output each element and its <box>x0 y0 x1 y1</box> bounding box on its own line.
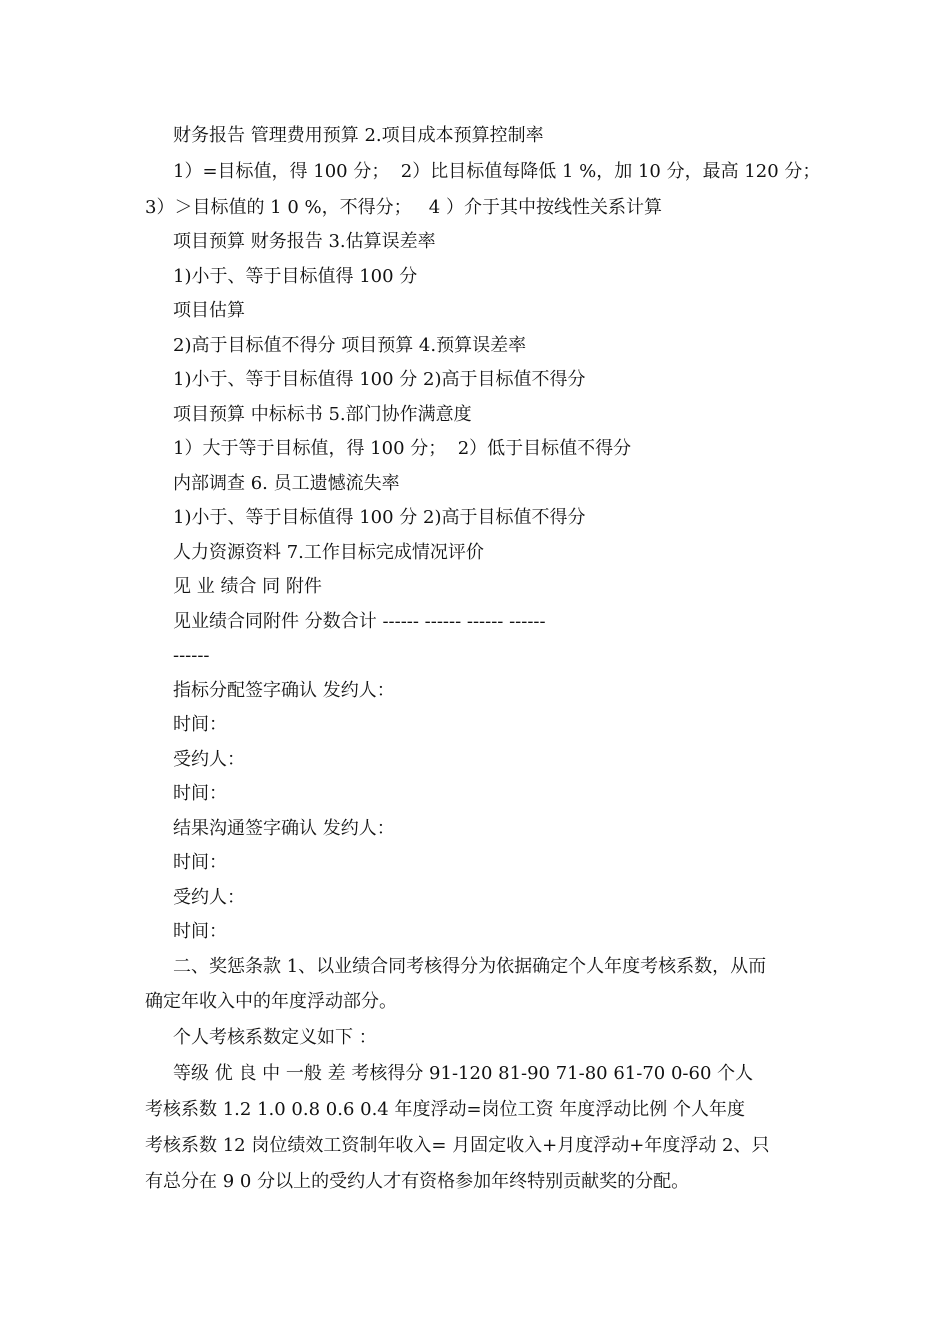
text-line-31: 有总分在 9 0 分以上的受约人才有资格参加年终特别贡献奖的分配。 <box>145 1171 690 1192</box>
text-line-18: 时间： <box>173 714 227 735</box>
text-line-26: 确定年收入中的年度浮动部分。 <box>145 991 397 1012</box>
text-line-1: 财务报告 管理费用预算 2.项目成本预算控制率 <box>173 125 544 146</box>
text-line-23: 受约人： <box>173 887 245 908</box>
text-line-19: 受约人： <box>173 749 245 770</box>
text-line-7: 2)高于目标值不得分 项目预算 4.预算误差率 <box>173 335 527 356</box>
text-line-15: 见业绩合同附件 分数合计 ------ ------ ------ ------ <box>173 611 546 632</box>
text-line-14: 见 业 绩合 同 附件 <box>173 576 322 597</box>
text-line-20: 时间： <box>173 783 227 804</box>
text-line-10: 1）大于等于目标值，得 100 分； 2）低于目标值不得分 <box>173 438 632 459</box>
text-line-4: 项目预算 财务报告 3.估算误差率 <box>173 231 436 252</box>
text-line-6: 项目估算 <box>173 300 245 321</box>
text-line-30: 考核系数 12 岗位绩效工资制年收入= 月固定收入+月度浮动+年度浮动 2、只 <box>145 1135 770 1156</box>
text-line-29: 考核系数 1.2 1.0 0.8 0.6 0.4 年度浮动=岗位工资 年度浮动比例 个人年度 <box>145 1099 745 1120</box>
text-line-11: 内部调查 6. 员工遗憾流失率 <box>173 473 400 494</box>
text-line-28: 等级 优 良 中 一般 差 考核得分 91-120 81-90 71-80 61-70 0-60 个人 <box>173 1063 754 1084</box>
text-line-5: 1)小于、等于目标值得 100 分 <box>173 266 418 287</box>
text-line-22: 时间： <box>173 852 227 873</box>
text-line-17: 指标分配签字确认 发约人： <box>173 680 395 701</box>
text-line-8: 1)小于、等于目标值得 100 分 2)高于目标值不得分 <box>173 369 586 390</box>
text-line-24: 时间： <box>173 921 227 942</box>
text-line-16: ------ <box>173 645 210 666</box>
text-line-2: 1）=目标值，得 100 分； 2）比目标值每降低 1 %，加 10 分，最高 120 分； <box>173 161 821 182</box>
text-line-25: 二、奖惩条款 1、以业绩合同考核得分为依据确定个人年度考核系数，从而 <box>173 956 767 977</box>
text-line-21: 结果沟通签字确认 发约人： <box>173 818 395 839</box>
text-line-12: 1)小于、等于目标值得 100 分 2)高于目标值不得分 <box>173 507 586 528</box>
text-line-27: 个人考核系数定义如下 ： <box>173 1027 377 1048</box>
text-line-3: 3）＞目标值的 1 0 %，不得分； 4 ）介于其中按线性关系计算 <box>145 197 662 218</box>
text-line-13: 人力资源资料 7.工作目标完成情况评价 <box>173 542 484 563</box>
text-line-9: 项目预算 中标标书 5.部门协作满意度 <box>173 404 472 425</box>
